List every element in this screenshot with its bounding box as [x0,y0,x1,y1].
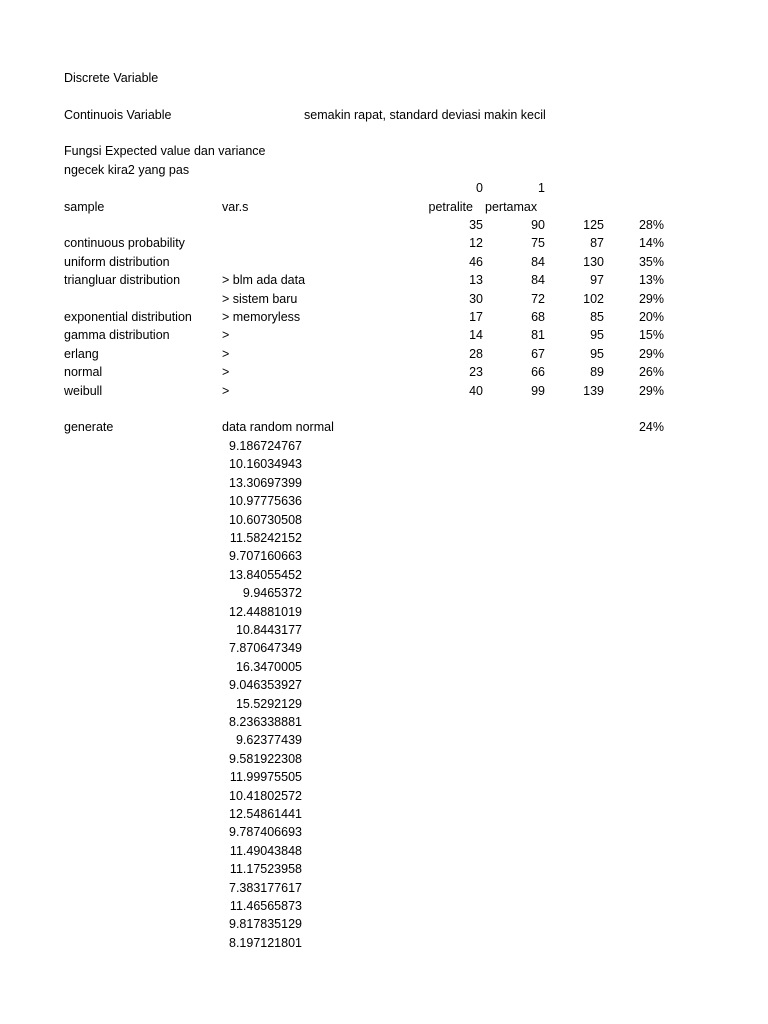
random-value: 10.8443177 [235,623,302,637]
row-pertamax: 84 [531,254,545,269]
random-value: 11.17523958 [229,862,302,877]
random-value: 11.46565873 [229,899,302,913]
row-percent: 20% [638,310,664,324]
row-percent: 28% [638,218,664,232]
random-value: 11.49043848 [229,843,302,858]
random-value: 7.383177617 [229,880,302,895]
row-pertamax: 90 [531,218,545,232]
row-label: normal [64,365,103,380]
row-label: weibull [64,383,103,398]
row-note: > [222,346,230,361]
row-label: gamma distribution [64,328,170,343]
random-value: 8.236338881 [229,715,302,729]
row-petralite: 17 [469,310,483,324]
row-pertamax: 75 [531,236,545,251]
random-value: 10.16034943 [229,457,302,472]
row-percent: 14% [638,236,664,251]
row-sum: 139 [583,383,604,398]
row-petralite: 13 [469,273,483,288]
row-label: uniform distribution [64,254,170,269]
random-value: 9.62377439 [235,733,302,748]
row-pertamax: 66 [531,365,545,380]
row-sum: 102 [583,291,604,306]
note-continuous-variable: Continuois Variable [64,108,172,122]
generate-label: generate [64,420,114,434]
row-note: > blm ada data [222,273,306,288]
random-value: 13.84055452 [229,567,302,582]
row-percent: 15% [638,328,664,343]
row-label: triangluar distribution [64,273,181,288]
row-petralite: 30 [469,291,483,306]
row-pertamax: 67 [531,346,545,361]
random-value: 12.54861441 [229,807,302,821]
generate-percent: 24% [638,420,664,434]
row-note: > memoryless [222,310,301,324]
row-note: > [222,365,230,380]
random-value: 9.787406693 [229,825,302,840]
row-petralite: 23 [469,365,483,380]
row-percent: 29% [638,346,664,361]
random-value: 11.99975505 [229,770,302,785]
row-sum: 85 [590,310,604,324]
row-pertamax: 99 [531,383,545,398]
row-sum: 125 [583,218,604,232]
random-value: 9.186724767 [229,439,302,453]
row-petralite: 12 [469,236,483,251]
header-col-0: 0 [476,181,483,195]
row-pertamax: 72 [531,291,545,306]
random-value: 9.046353927 [229,678,302,693]
row-sum: 130 [583,254,604,269]
row-petralite: 40 [469,383,483,398]
random-value: 9.581922308 [229,751,302,766]
random-value: 10.97775636 [229,494,302,509]
row-sum: 97 [590,273,604,288]
random-value: 9.817835129 [229,917,302,932]
row-percent: 26% [638,365,664,380]
row-petralite: 14 [469,328,483,343]
random-value: 10.41802572 [229,788,302,803]
row-sum: 89 [590,365,604,380]
random-value: 15.5292129 [235,696,302,711]
note-continuous-comment: semakin rapat, standard deviasi makin kecil [304,108,546,122]
row-label: exponential distribution [64,310,192,324]
note-expected-value: Fungsi Expected value dan variance [64,144,266,158]
header-var-s: var.s [222,200,249,214]
row-pertamax: 81 [531,328,545,343]
row-note: > sistem baru [222,291,298,306]
row-percent: 29% [638,291,664,306]
random-value: 10.60730508 [229,512,302,527]
note-discrete-variable: Discrete Variable [64,71,159,85]
row-petralite: 46 [469,254,483,269]
row-label: continuous probability [64,236,185,251]
random-value: 9.707160663 [229,549,302,564]
header-pertamax: pertamax [485,200,538,214]
row-sum: 95 [590,346,604,361]
row-sum: 87 [590,236,604,251]
header-petralite: petralite [428,200,473,214]
random-value: 16.3470005 [235,659,302,674]
row-petralite: 28 [469,346,483,361]
generate-title: data random normal [222,420,334,434]
row-note: > [222,383,230,398]
row-percent: 35% [638,254,664,269]
random-value: 9.9465372 [242,586,302,601]
row-petralite: 35 [469,218,483,232]
header-sample: sample [64,200,105,214]
random-value: 11.58242152 [229,531,302,545]
note-check: ngecek kira2 yang pas [64,163,190,177]
row-note: > [222,328,230,343]
row-percent: 29% [638,383,664,398]
random-value: 12.44881019 [229,604,302,619]
header-col-1: 1 [538,181,545,195]
row-percent: 13% [638,273,664,288]
row-pertamax: 68 [531,310,545,324]
random-value: 7.870647349 [229,641,302,656]
random-value: 8.197121801 [229,935,302,950]
row-sum: 95 [590,328,604,343]
row-pertamax: 84 [531,273,545,288]
row-label: erlang [64,346,99,361]
random-value: 13.30697399 [229,475,302,490]
